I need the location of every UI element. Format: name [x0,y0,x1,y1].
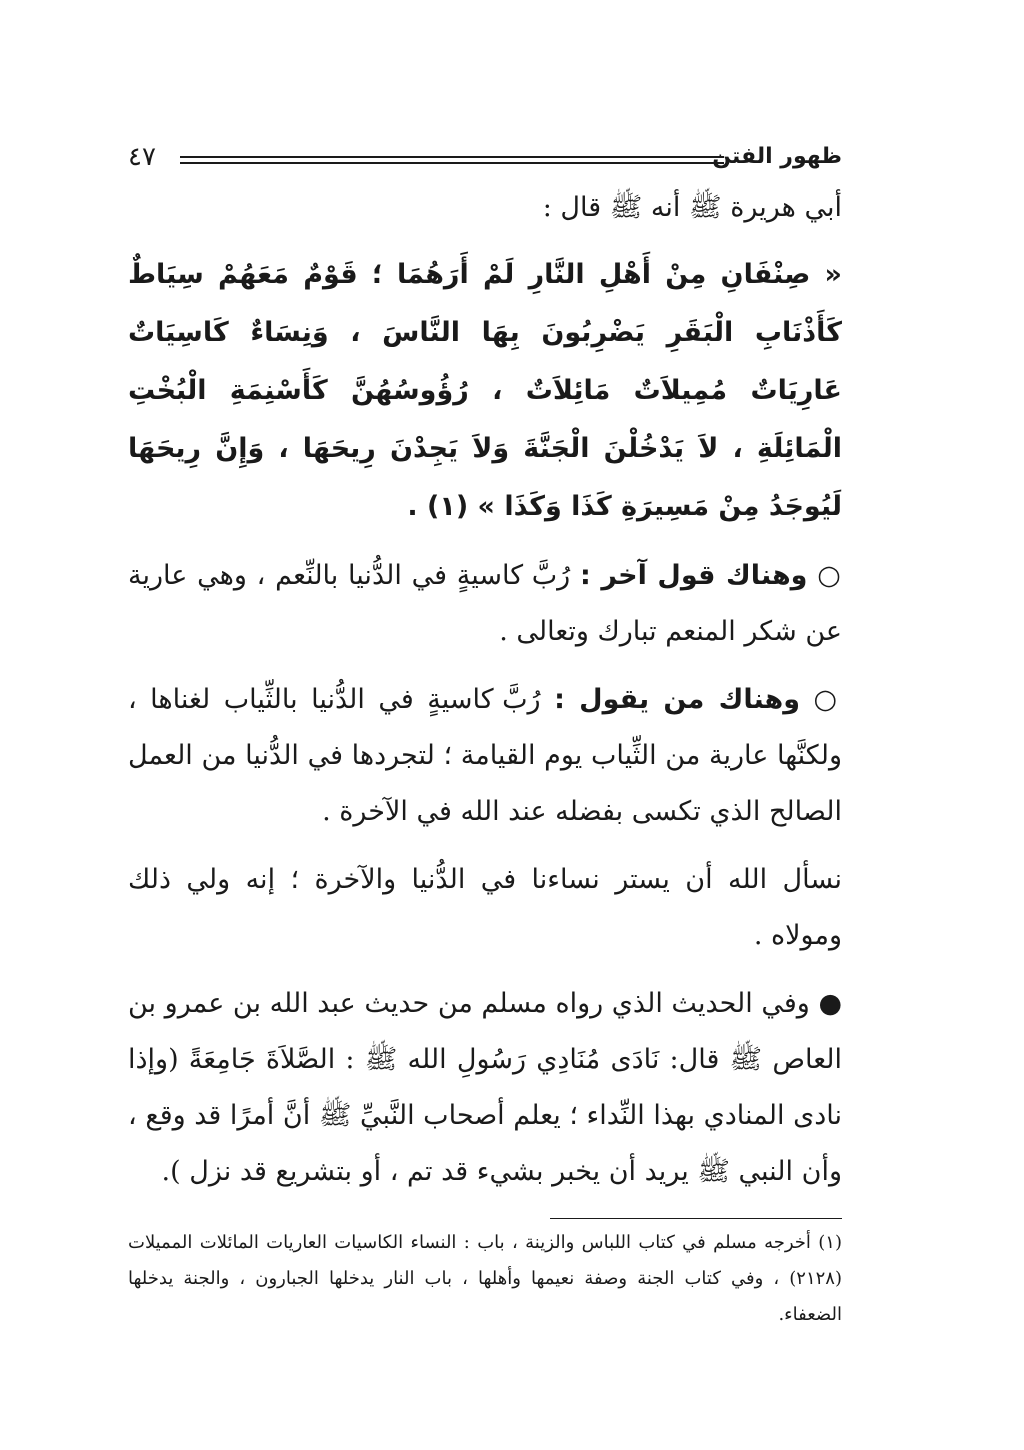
paragraph-text: رُبَّ كاسيةٍ في الدُّنيا بالثِّياب لغناها ، ولكنَّها عارية من الثِّياب يوم القيامة ؛ لتجردها في الدُّنيا من العمل الصالح الذي تكسى بفضله عند الله في الآخرة . [128,684,842,827]
running-header-title: ظهور الفتن [712,144,842,169]
page-number: ٤٧ [128,142,156,172]
intro-line: أبي هريرة ﷺ أنه ﷺ قال : [542,192,842,223]
filled-bullet-icon: ● [818,988,843,1019]
hadith-quote: « صِنْفَانِ مِنْ أَهْلِ النَّارِ لَمْ أَرَهُمَا ؛ قَوْمٌ مَعَهُمْ سِيَاطٌ كَأَذْنَابِ الْبَقَرِ يَضْرِبُونَ بِهَا النَّاسَ ، وَنِسَاءٌ كَاسِيَاتٌ عَارِيَاتٌ مُمِيلاَتٌ مَائِلاَتٌ ، رُؤُوسُهُنَّ كَأَسْنِمَةِ الْبُخْتِ الْمَائِلَةِ ، لاَ يَدْخُلْنَ الْجَنَّةَ وَلاَ يَجِدْنَ رِيحَهَا ، وَإِنَّ رِيحَهَا لَيُوجَدُ مِنْ مَسِيرَةِ كَذَا وَكَذَا » (١) . [128,259,842,522]
paragraph-text: وفي الحديث الذي رواه مسلم من حديث عبد الله بن عمرو بن العاص ﷺ قال: نَادَى مُنَادِي رَسُولِ الله ﷺ : الصَّلاَةَ جَامِعَةً (وإذا نادى المنادي بهذا النِّداء ؛ يعلم أصحاب النَّبيِّ ﷺ أنَّ أمرًا قد وقع ، وأن النبي ﷺ يريد أن يخبر بشيء قد تم ، أو بتشريع قد نزل ). [128,988,842,1187]
header-double-rule [180,156,724,164]
circle-bullet-icon: ○ [817,560,842,591]
paragraph-text: رُبَّ كاسيةٍ في الدُّنيا بالنِّعم ، وهي عارية عن شكر المنعم تبارك وتعالى . [128,560,842,647]
footnote-separator [550,1218,842,1219]
circle-bullet-icon: ○ [813,684,842,715]
paragraph-supplication: نسأل الله أن يستر نساءنا في الدُّنيا والآخرة ؛ إنه ولي ذلك ومولاه . [128,864,842,951]
paragraph-someone-says [128,672,842,840]
paragraph-lead: وهناك قول آخر : [579,560,808,591]
running-header [128,140,842,180]
paragraph-lead: وهناك من يقول : [554,684,801,715]
paragraph-other-saying [128,548,842,660]
footnote: (١) أخرجه مسلم في كتاب اللباس والزينة ، باب : النساء الكاسيات العاريات المائلات المميلات (٢١٢٨) ، وفي كتاب الجنة وصفة نعيمها وأهلها ، باب النار يدخلها الجبارون ، والجنة يدخلها الضعفاء. [128,1232,842,1325]
document-page [128,140,842,1333]
paragraph-hadith-muslim [128,976,842,1200]
